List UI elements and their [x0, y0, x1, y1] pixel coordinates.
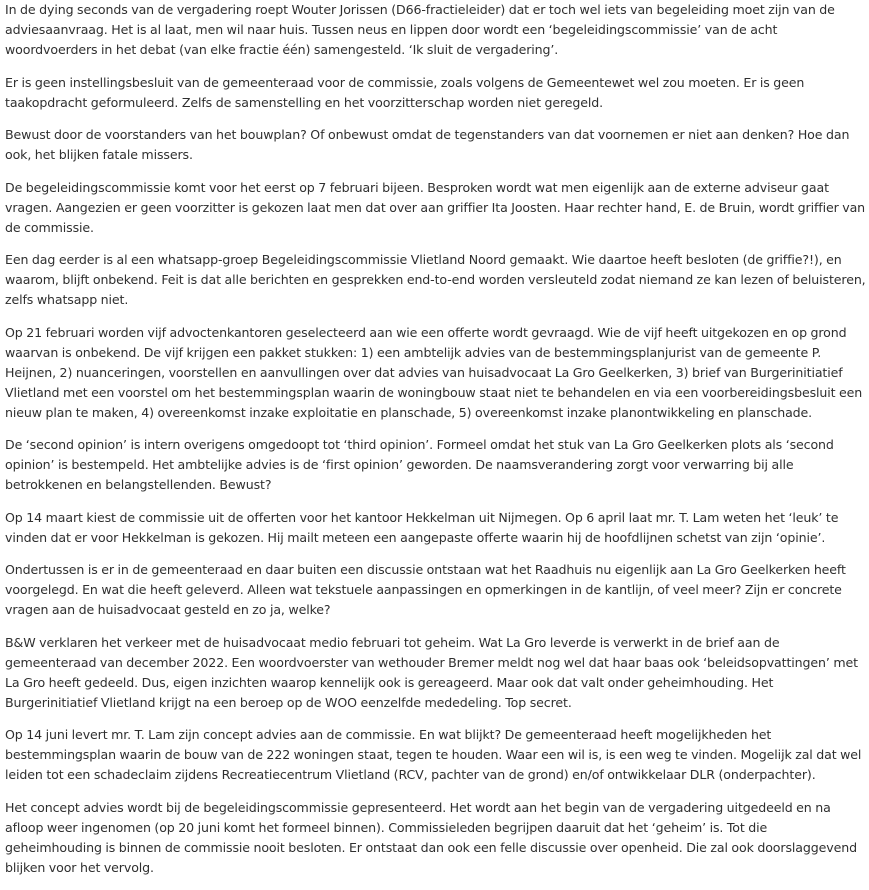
paragraph-8: Op 14 maart kiest de commissie uit de offerten voor het kantoor Hekkelman uit Nijmegen. Op 6 april laat mr. T. Lam weten het ‘leuk’ te vinden dat er voor Hekkelman is gekozen. Hij mailt meteen een aangepaste offerte waarin hij de hoofdlijnen schetst van zijn ‘opinie’. [5, 509, 839, 545]
paragraph-9: Ondertussen is er in de gemeenteraad en daar buiten een discussie ontstaan wat het Raadhuis nu eigenlijk aan La Gro Geelkerken heeft voorgelegd. En wat die heeft geleverd. Alleen wat tekstuele aanpassingen en opmerkingen in de kantlijn, of veel meer? Zijn er concrete vragen aan de huisadvocaat gesteld en zo ja, welke? [5, 562, 846, 617]
paragraph-1: In de dying seconds van de vergadering roept Wouter Jorissen (D66-fractieleider) dat er toch wel iets van begeleiding moet zijn van de adviesaanvraag. Het is al laat, men wil naar huis. Tussen neus en lippen door wordt een ‘begeleidingscommissie’ van de acht woordvoerders in het debat (van elke fractie één) samengesteld. ‘Ik sluit de vergadering’. [5, 2, 835, 57]
paragraph-2: Er is geen instellingsbesluit van de gemeenteraad voor de commissie, zoals volgens de Gemeentewet wel zou moeten. Er is geen taakopdracht geformuleerd. Zelfs de samenstelling en het voorzitterschap worden niet geregeld. [5, 74, 805, 110]
paragraph-12: Het concept advies wordt bij de begeleidingscommissie gepresenteerd. Het wordt aan het begin van de vergadering uitgedeeld en na afloop weer ingenomen (op 20 juni komt het formeel binnen). Commissieleden begrijpen daaruit dat het ‘geheim’ is. Tot die geheimhouding is binnen de commissie nooit besloten. Er ontstaat dan ook een felle discussie over openheid. Die zal ook doorslaggevend blijken voor het vervolg. [5, 799, 857, 875]
paragraph-3: Bewust door de voorstanders van het bouwplan? Of onbewust omdat de tegenstanders van dat voornemen er niet aan denken? Hoe dan ook, het blijken fatale missers. [5, 127, 850, 162]
paragraph-11: Op 14 juni levert mr. T. Lam zijn concept advies aan de commissie. En wat blijkt? De gemeenteraad heeft mogelijkheden het bestemmingsplan waarin de bouw van de 222 woningen staat, tegen te houden. Waar een wil is, is een weg te vinden. Mogelijk zal dat wel leiden tot een schadeclaim zijdens Recreatiecentrum Vlietland (RCV, pachter van de grond) en/of ontwikkelaar DLR (onderpachter). [5, 727, 862, 782]
paragraph-5: Een dag eerder is al een whatsapp-groep Begeleidingscommissie Vlietland Noord gemaakt. Wie daartoe heeft besloten (de griffie?!), en waarom, blijft onbekend. Feit is dat alle berichten en gesprekken end-to-end worden versleuteld zodat niemand ze kan lezen of beluisteren, zelfs whatsapp niet. [5, 252, 866, 307]
paragraph-7: De ‘second opinion’ is intern overigens omgedoopt tot ‘third opinion’. Formeel omdat het stuk van La Gro Geelkerken plots als ‘second opinion’ is bestempeld. Het ambtelijke advies is de ‘first opinion’ geworden. De naamsverandering zorgt voor verwarring bij alle betrokkenen en belangstellenden. Bewust? [5, 437, 834, 492]
paragraph-4: De begeleidingscommissie komt voor het eerst op 7 februari bijeen. Besproken wordt wat men eigenlijk aan de externe adviseur gaat vragen. Aangezien er geen voorzitter is gekozen laat men dat over aan griffier Ita Joosten. Haar rechter hand, E. de Bruin, wordt griffier van de commissie. [5, 179, 866, 235]
article-body [5, 0, 867, 890]
paragraph-10: B&W verklaren het verkeer met de huisadvocaat medio februari tot geheim. Wat La Gro leverde is verwerkt in de brief aan de gemeenteraad van december 2022. Een woordvoerster van wethouder Bremer meldt nog wel dat haar baas ook ‘beleidsopvattingen’ met La Gro heeft gedeeld. Dus, eigen inzichten waarop kennelijk ook is gereageerd. Maar ook dat valt onder geheimhouding. Het Burgerinitiatief Vlietland krijgt na een beroep op de WOO eenzelfde mededeling. Top secret. [5, 634, 858, 710]
paragraph-6: Op 21 februari worden vijf advoctenkantoren geselecteerd aan wie een offerte wordt gevraagd. Wie de vijf heeft uitgekozen en op grond waarvan is onbekend. De vijf krijgen een pakket stukken: 1) een ambtelijk advies van de bestemmingsplanjurist van de gemeente P. Heijnen, 2) nuanceringen, voorstellen en aanvullingen over dat advies van huisadvocaat La Gro Geelkerken, 3) brief van Burgerinitiatief Vlietland met een voorstel om het bestemmingsplan waarin de woningbouw staat niet te behandelen en via een voorbereidingsbesluit een nieuw plan te maken, 4) overeenkomst inzake exploitatie en planschade, 5) overeenkomst inzake planontwikkeling en planschade. [5, 324, 863, 420]
